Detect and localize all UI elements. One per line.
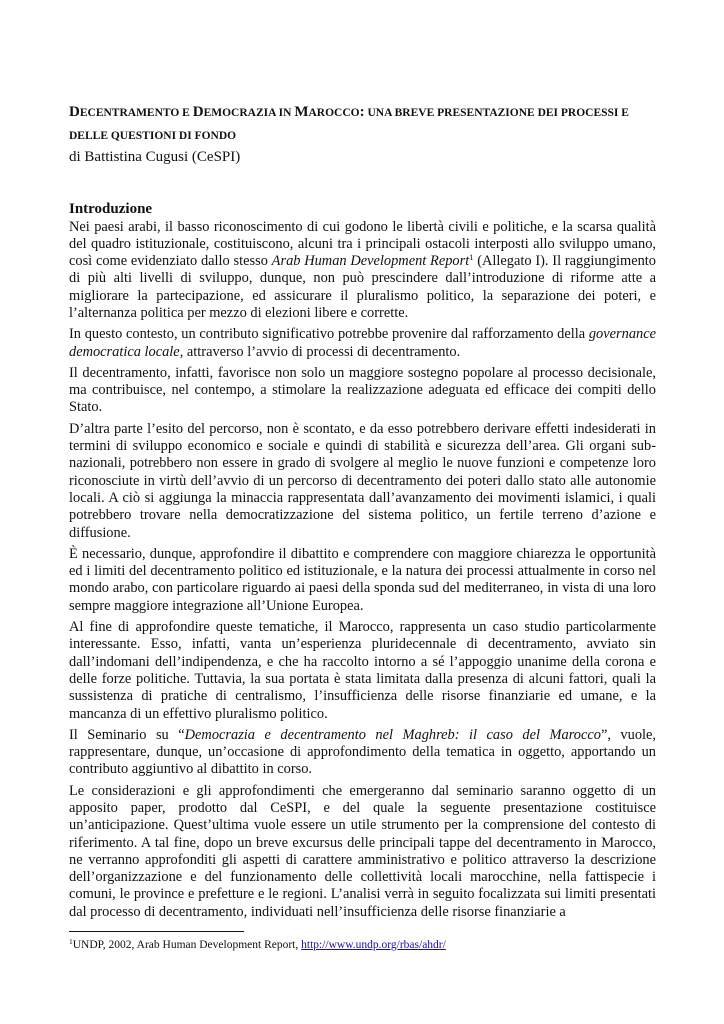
title-colon: : [359, 104, 365, 120]
paragraph-6: Al fine di approfondire queste tematiche, il Marocco, rappresenta un caso studio particolarmente interessante. Esso, infatti, vanta un’esperienza pluridecennale di decentramento, avviato sin dall’indomani dell’indipendenza, e che ha raccolto intorno a sé l’appoggio unanime della corona e delle forze politiche. Tuttavia, la sua portata è stata limitata dalla presenza di alcuni fattori, quali la sussistenza di pratiche di centralismo, l’insufficienza delle risorse finanziarie ed umane, e la mancanza di un effettivo pluralismo politico. [69, 619, 656, 722]
italic-term: governance democratica locale [69, 326, 656, 360]
author-line: di Battistina Cugusi (CeSPI) [69, 149, 241, 165]
paragraph-7: Il Seminario su “Democrazia e decentramento nel Maghreb: il caso del Marocco”, vuole, rappresentare, dunque, un’occasione di approfondimento della tematica in oggetto, apportando un contributo aggiuntivo al dibattito in corso. [69, 726, 656, 778]
footnote [69, 938, 446, 952]
title-smallcaps: EMOCRAZIA IN [203, 107, 295, 119]
footnote-text: UNDP, 2002, Arab Human Development Report, [72, 939, 302, 951]
body-text [69, 219, 656, 926]
paragraph-3: Il decentramento, infatti, favorisce non solo un maggiore sostegno popolare al processo decisionale, ma contribuisce, nel contempo, a stimolare la realizzazione adeguata ed efficace dei compiti dello Stato. [69, 364, 656, 416]
italic-report-title: Arab Human Development Report [271, 253, 470, 270]
footnote-marker: 1 [69, 937, 73, 946]
paragraph-2: In questo contesto, un contributo significativo potrebbe provenire dal rafforzamento della governance democratica locale, attraverso l’avvio di processi di decentramento. [69, 326, 656, 360]
footnote-separator [69, 931, 244, 932]
title-smallcaps: ECENTRAMENTO E [79, 107, 193, 119]
footnote-reference[interactable]: 1 [469, 252, 474, 263]
title-initial: D [192, 104, 204, 120]
document-title [69, 101, 669, 147]
italic-seminar-title: Democrazia e decentramento nel Maghreb: il caso del Marocco [184, 726, 601, 743]
paragraph-4: D’altra parte l’esito del percorso, non è scontato, e da esso potrebbero derivare effetti indesiderati in termini di sviluppo economico e sociale e quindi di stabilità e sicurezza dell’area. Gli organi sub-nazionali, potrebbero non essere in grado di svolgere al meglio le nuove funzioni e competenze loro riconosciute in virtù dell’avvio di un percorso di decentramento dei poteri dallo stato alle autonomie locali. A ciò si aggiunga la minaccia rappresentata dall’avanzamento dei movimenti islamici, i quali potrebbero trovare nella democratizzazione del sistema politico, un fertile terreno d’azione e diffusione. [69, 420, 656, 541]
title-initial: M [294, 104, 309, 120]
paragraph-5: È necessario, dunque, approfondire il dibattito e comprendere con maggiore chiarezza le opportunità ed i limiti del decentramento politico ed istituzionale, e la natura dei processi attualmente in corso nel mondo arabo, con particolare riguardo ai paesi della sponda sud del mediterraneo, in vista di una loro sempre maggiore integrazione all’Unione Europea. [69, 545, 656, 614]
title-smallcaps: UNA BREVE PRESENTAZIONE DEI PROCESSI E DELLE QUESTIONI DI FONDO [69, 107, 629, 142]
title-smallcaps: AROCCO [308, 107, 360, 119]
paragraph-8: Le considerazioni e gli approfondimenti che emergeranno dal seminario saranno oggetto di un apposito paper, prodotto dal CeSPI, e del quale la seguente presentazione costituisce un’anticipazione. Quest’ultima vuole essere un utile strumento per la comprensione del contesto di riferimento. A tal fine, dopo un breve excursus delle principali tappe del decentramento in Marocco, ne verranno approfonditi gli aspetti di carattere amministrativo e politico attraverso la descrizione dell’organizzazione e del funzionamento delle collettività locali marocchine, nella fattispecie i comuni, le province e prefetture e le regioni. L’analisi verrà in seguito focalizzata sui limiti presentati dal processo di decentramento, individuati nell’insufficienza delle risorse finanziarie a [69, 782, 656, 920]
title-initial: D [69, 104, 80, 120]
paragraph-1: Nei paesi arabi, il basso riconoscimento di cui godono le libertà civili e politiche, e la scarsa qualità del quadro istituzionale, costituiscono, alcuni tra i principali ostacoli interposti allo sviluppo umano, così come evidenziato dallo stesso Arab Human Development Report$^1$ (Allegato I). Il raggiungimento di più alti livelli di sviluppo, dunque, non può prescindere dall’introduzione di riforme atte a migliorare la partecipazione, ed assicurare il pluralismo politico, la separazione dei poteri, e l’alternanza politica per mezzo di elezioni libere e corrette. [69, 218, 656, 321]
section-heading: Introduzione [69, 201, 153, 217]
footnote-link[interactable]: http://www.undp.org/rbas/ahdr/ [301, 939, 446, 951]
